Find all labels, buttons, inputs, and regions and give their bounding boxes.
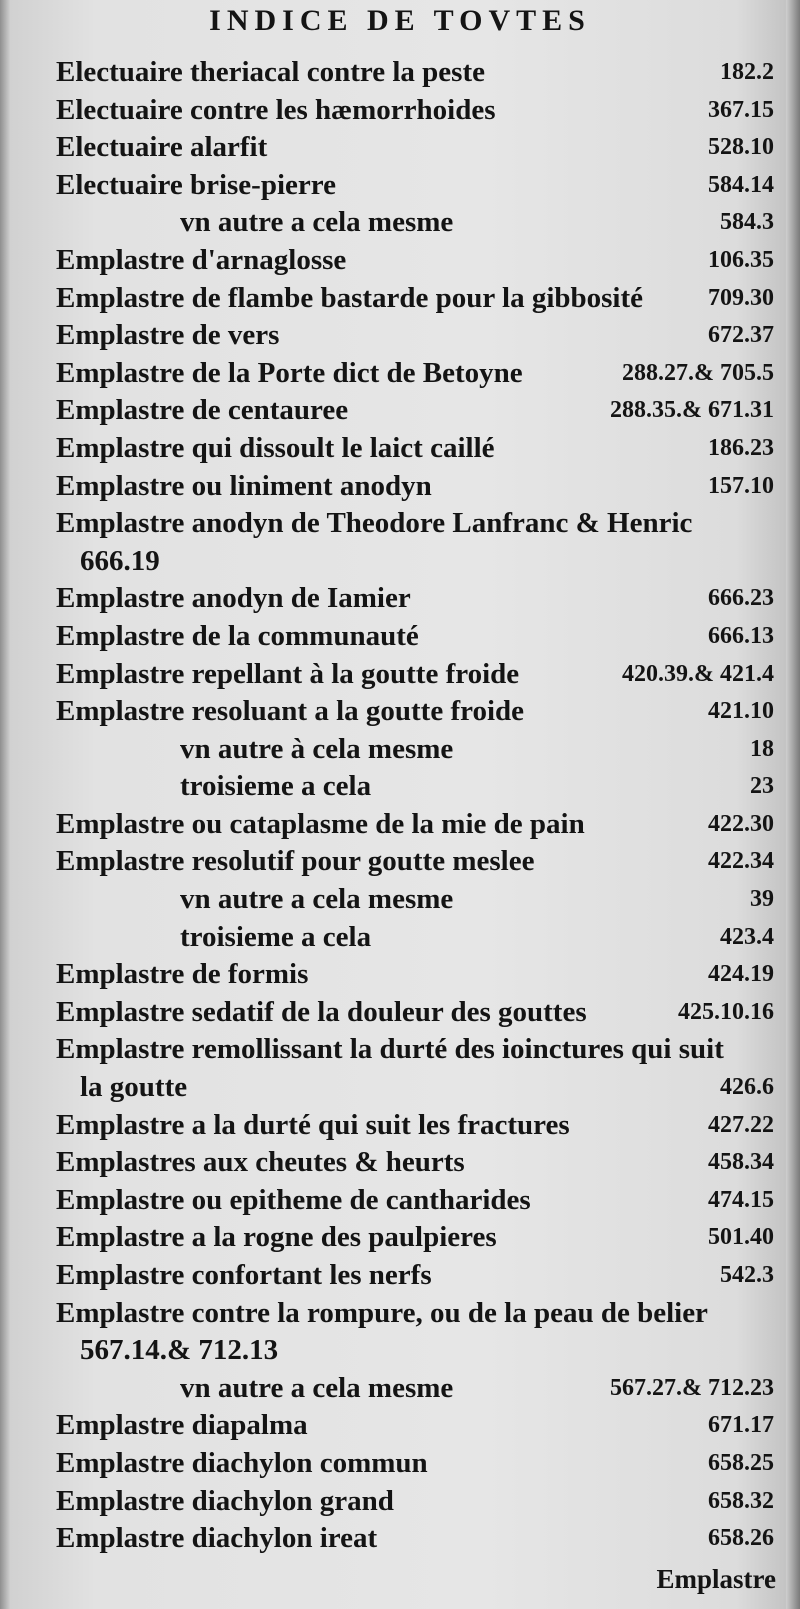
entry-label: Emplastre d'arnaglosse [56, 243, 347, 276]
index-entry [0, 317, 800, 355]
index-entry [0, 956, 800, 994]
index-entry [0, 280, 800, 318]
index-entry [0, 994, 800, 1032]
entry-page-ref: 542.3 [720, 1262, 774, 1288]
entry-page-ref: 422.30 [708, 810, 774, 837]
entry-label: troisieme a cela [180, 770, 372, 803]
index-entry [0, 1483, 800, 1521]
index-entry [0, 468, 800, 506]
index-entry [0, 1520, 800, 1558]
running-header: INDICE DE TOVTES [209, 4, 591, 37]
entry-label: vn autre a cela mesme [180, 1371, 454, 1404]
entry-page-ref: 567.27.& 712.23 [610, 1374, 774, 1401]
index-entry [0, 167, 800, 205]
index-entry [0, 1144, 800, 1182]
entry-page-ref: 18 [750, 735, 774, 762]
index-entry [0, 768, 800, 806]
entry-label: Emplastre confortant les nerfs [56, 1259, 432, 1291]
entry-page-ref: 474.15 [708, 1186, 774, 1213]
entry-page-ref: 23 [750, 773, 774, 800]
entry-page-ref: 182.2 [720, 59, 774, 85]
index-entry [0, 1107, 800, 1145]
index-entry [0, 731, 800, 769]
entry-page-ref: 422.34 [708, 848, 774, 875]
index-entry [0, 1031, 800, 1069]
entry-page-ref: 106.35 [708, 246, 774, 273]
entry-label: Electuaire contre les hæmorrhoides [56, 93, 496, 126]
entry-page-ref: 288.35.& 671.31 [610, 397, 774, 424]
entry-page-ref: 658.26 [708, 1525, 774, 1552]
entry-label: vn autre a cela mesme [180, 206, 454, 239]
index-entry [0, 129, 800, 167]
entry-label: vn autre a cela mesme [180, 883, 454, 916]
entry-label: la goutte [80, 1071, 188, 1104]
entry-label: Emplastre resolutif pour goutte meslee [56, 845, 535, 878]
entry-page-ref: 584.14 [708, 171, 774, 198]
entry-label: Emplastre anodyn de Iamier [56, 582, 411, 615]
index-entry [0, 1295, 800, 1333]
entry-page-ref: 501.40 [708, 1224, 774, 1251]
entry-label: Emplastre de la communauté [56, 619, 419, 652]
index-entry [0, 806, 800, 844]
entry-page-ref: 528.10 [708, 134, 774, 161]
entry-page-ref: 671.17 [708, 1412, 774, 1439]
entry-label: Emplastre sedatif de la douleur des gouttes [56, 995, 587, 1028]
entry-page-ref: 658.25 [708, 1449, 774, 1476]
index-entry [0, 580, 800, 618]
entry-page-ref: 427.22 [708, 1111, 774, 1138]
index-entry [0, 1332, 800, 1370]
entry-label: Emplastre diapalma [56, 1409, 308, 1442]
entry-label: Emplastre repellant à la goutte froide [56, 657, 520, 690]
index-entry [0, 204, 800, 242]
entry-label: Emplastre qui dissoult le laict caillé [56, 431, 495, 464]
entry-page-ref: 186.23 [708, 434, 774, 461]
entry-label: vn autre à cela mesme [180, 732, 454, 765]
entry-label: Emplastres aux cheutes & heurts [56, 1146, 465, 1179]
entry-label: Emplastre resoluant a la goutte froide [56, 695, 525, 728]
entry-page-ref: 666.13 [708, 622, 774, 649]
entry-label: Emplastre ou cataplasme de la mie de pain [56, 807, 585, 840]
index-entry [0, 430, 800, 468]
entry-page-ref: 421.10 [708, 698, 774, 725]
entry-label: troisieme a cela [180, 920, 372, 953]
entry-page-ref: 423.4 [720, 923, 774, 950]
entry-label: 567.14.& 712.13 [80, 1334, 279, 1367]
index-entry [0, 1407, 800, 1445]
entry-label: Emplastre ou liniment anodyn [56, 469, 432, 502]
index-entries [0, 54, 800, 1558]
entry-page-ref: 709.30 [708, 284, 774, 311]
entry-label: Emplastre ou epitheme de cantharides [56, 1183, 531, 1216]
index-entry [0, 505, 800, 543]
entry-label: Emplastre a la durté qui suit les fractures [56, 1108, 570, 1141]
index-entry [0, 543, 800, 581]
entry-label: Electuaire brise-pierre [56, 168, 336, 201]
entry-page-ref: 367.15 [708, 96, 774, 123]
entry-label: Emplastre diachylon ireat [56, 1522, 378, 1555]
index-entry [0, 1182, 800, 1220]
entry-label: Electuaire theriacal contre la peste [56, 56, 485, 88]
entry-page-ref: 157.10 [708, 472, 774, 499]
entry-page-ref: 420.39.& 421.4 [622, 660, 774, 687]
entry-page-ref: 426.6 [720, 1074, 774, 1101]
index-entry [0, 1219, 800, 1257]
catchword: Emplastre [656, 1564, 776, 1594]
entry-label: Emplastre contre la rompure, ou de la peau de belier [56, 1296, 708, 1329]
index-entry [0, 242, 800, 280]
index-entry [0, 881, 800, 919]
entry-page-ref: 458.34 [708, 1149, 774, 1176]
entry-label: Emplastre a la rogne des paulpieres [56, 1221, 497, 1254]
entry-label: Electuaire alarfit [56, 131, 268, 164]
entry-label: Emplastre diachylon commun [56, 1446, 428, 1479]
entry-label: 666.19 [80, 544, 160, 577]
index-entry [0, 54, 800, 92]
index-entry [0, 1445, 800, 1483]
entry-label: Emplastre de centauree [56, 394, 349, 427]
entry-label: Emplastre remollissant la durté des ioinctures qui suit [56, 1033, 724, 1066]
entry-page-ref: 658.32 [708, 1487, 774, 1514]
entry-page-ref: 672.37 [708, 322, 774, 349]
index-entry [0, 693, 800, 731]
index-entry [0, 392, 800, 430]
entry-label: Emplastre de flambe bastarde pour la gibbosité [56, 281, 644, 314]
entry-label: Emplastre diachylon grand [56, 1484, 394, 1517]
index-entry [0, 355, 800, 393]
entry-page-ref: 39 [750, 886, 774, 913]
entry-page-ref: 666.23 [708, 585, 774, 612]
entry-label: Emplastre anodyn de Theodore Lanfranc & Henric [56, 507, 693, 540]
index-entry [0, 618, 800, 656]
entry-label: Emplastre de vers [56, 319, 280, 352]
entry-page-ref: 584.3 [720, 209, 774, 236]
entry-label: Emplastre de la Porte dict de Betoyne [56, 356, 523, 389]
index-entry [0, 1257, 800, 1295]
index-entry [0, 919, 800, 957]
index-entry [0, 1069, 800, 1107]
index-entry [0, 656, 800, 694]
entry-page-ref: 288.27.& 705.5 [622, 359, 774, 386]
entry-label: Emplastre de formis [56, 958, 309, 991]
entry-page-ref: 424.19 [708, 961, 774, 988]
index-entry [0, 843, 800, 881]
index-entry [0, 92, 800, 130]
entry-page-ref: 425.10.16 [678, 998, 774, 1025]
index-entry [0, 1370, 800, 1408]
